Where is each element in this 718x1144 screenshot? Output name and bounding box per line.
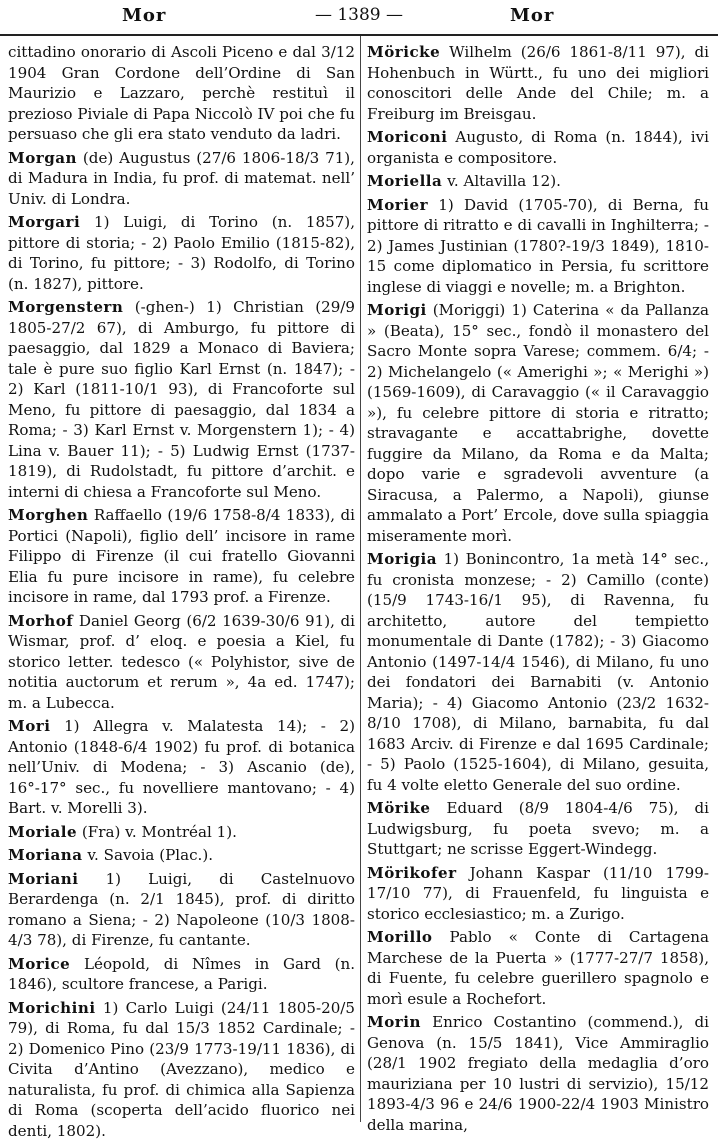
- entry-morice: Morice Léopold, di Nîmes in Gard (n. 1846), scultore francese, a Parigi.: [8, 954, 355, 993]
- entry-headword: Moriale: [8, 822, 78, 841]
- page-header: [0, 0, 718, 36]
- right-column: [367, 42, 709, 1138]
- entry-moriconi: Moriconi Augusto, di Roma (n. 1844), ivi organista e compositore.: [367, 128, 709, 167]
- entry-headword: Morigia: [367, 550, 438, 568]
- entry-moriale: Moriale (Fra) v. Montréal 1).: [8, 822, 237, 841]
- header-right-guideword: Mor: [510, 5, 555, 26]
- entry-headword: Morghen: [8, 506, 89, 524]
- entry-morike: Mörike Eduard (8/9 1804-4/6 75), di Ludwigsburg, fu poeta svevo; m. a Stuttgart; ne scrisse Eggert-Windegg.: [367, 799, 709, 858]
- entry-moriani: Moriani 1) Luigi, di Castelnuovo Berardenga (n. 2/1 1845), prof. di diritto romano a Siena; - 2) Napoleone (10/3 1808-4/3 78), di Firenze, fu cantante.: [8, 869, 355, 949]
- entry-headword: Mori: [8, 717, 51, 735]
- entry-headword: Morgari: [8, 213, 81, 231]
- entry-morgenstern: Morgenstern (-ghen-) 1) Christian (29/9 1805-27/2 67), di Amburgo, fu pittore di paesaggio, dal 1829 a Monaco di Baviera; tale è pure suo figlio Karl Ernst (n. 1847); - 2) Karl (1811-10/1 93), di Francoforte sul Meno, fu pittore di paesaggio, dal 1834 a Roma; - 3) Karl Ernst v. Morgenstern 1); - 4) Lina v. Bauer 11); - 5) Ludwig Ernst (1737-1819), di Rudolstadt, fu pittore d’archit. e interni di chiesa a Francoforte sul Meno.: [8, 298, 355, 501]
- entry-morghen: Morghen Raffaello (19/6 1758-8/4 1833), di Portici (Napoli), figlio dell’ incisore in rame Filippo di Firenze (il cui fratello Giovanni Elia fu pure incisore in rame), fu celebre incisore in rame, dal 1793 prof. a Firenze.: [8, 506, 355, 606]
- entry-morigi: Morigi (Moriggi) 1) Caterina « da Pallanza » (Beata), 15° sec., fondò il monastero del Sacro Monte sopra Varese; commem. 6/4; - 2) Michelangelo (« Amerighi »; « Merighi ») (1569-1609), di Caravaggio (« il Caravaggio »), fu celebre pittore di storia e ritratto; stravagante e accattabrighe, dovette fuggire da Milano, da Roma e da Malta; dopo varie e sgradevoli avventure (a Siracusa, a Palermo, a Napoli), giunse ammalato a Port’ Ercole, dove sulla spiaggia miseramente morì.: [367, 301, 709, 545]
- entry-headword: Mörike: [367, 799, 431, 817]
- entry-headword: Morhof: [8, 611, 74, 630]
- entry-headword: Morgenstern: [8, 298, 124, 316]
- entry-morier: Morier 1) David (1705-70), di Berna, fu pittore di ritratto e di cavalli in Inghilterra; - 2) James Justinian (1780?-19/3 1849), 1810-15 come diplomatico in Persia, fu scrittore inglese di viaggi e novelle; m. a Brighton.: [367, 195, 709, 296]
- entry-headword: Morice: [8, 954, 71, 973]
- entry-headword: Mörikofer: [367, 863, 457, 882]
- entry-headword: Morin: [367, 1013, 421, 1031]
- entry-moriana: Moriana v. Savoia (Plac.).: [8, 846, 214, 864]
- entry-mori: Mori 1) Allegra v. Malatesta 14); - 2) Antonio (1848-6/4 1902) fu prof. di botanica nell’Univ. di Modena; - 3) Ascanio (de), 16°-17° sec., fu novelliere mantovano; - 4) Bart. v. Morelli 3).: [8, 717, 355, 817]
- entry-headword: Morier: [367, 195, 429, 214]
- entry-morgan: Morgan (de) Augustus (27/6 1806-18/3 71), di Madura in India, fu prof. di matemat. nell’ Univ. di Londra.: [8, 148, 355, 208]
- entry-morgari: Morgari 1) Luigi, di Torino (n. 1857), pittore di storia; - 2) Paolo Emilio (1815-82), di Torino, fu pittore; - 3) Rodolfo, di Torino (n. 1827), pittore.: [8, 213, 355, 293]
- entry-headword: Morichini: [8, 998, 96, 1017]
- entry-continuation: cittadino onorario di Ascoli Piceno e dal 3/12 1904 Gran Cordone dell’Ordine di San Maurizio e Lazzaro, perchè restituì il prezioso Piviale di Papa Niccolò IV poi che fu persuaso che gli era stato venduto da ladri.: [8, 43, 355, 143]
- entry-morigia: Morigia 1) Bonincontro, 1a metà 14° sec., fu cronista monzese; - 2) Camillo (conte) (15/9 1743-16/1 95), di Ravenna, fu architetto, autore del tempietto monumentale di Dante (1782); - 3) Giacomo Antonio (1497-14/4 1546), di Milano, fu uno dei fondatori dei Barnabiti (v. Antonio Maria); - 4) Giacomo Antonio (23/2 1632-8/10 1708), di Milano, barnabita, fu dal 1683 Arciv. di Firenze e dal 1695 Cardinale; - 5) Paolo (1525-1604), di Milano, gesuita, fu 4 volte eletto Generale del suo ordine.: [367, 550, 709, 794]
- column-divider: [360, 36, 361, 1122]
- entry-headword: Morigi: [367, 301, 427, 319]
- entry-headword: Moriella: [367, 172, 443, 190]
- entry-headword: Morgan: [8, 148, 78, 167]
- entry-headword: Moriconi: [367, 128, 448, 146]
- entry-headword: Moriani: [8, 869, 79, 888]
- header-left-guideword: Mor: [122, 5, 167, 26]
- entry-moricke: Möricke Wilhelm (26/6 1861-8/11 97), di Hohenbuch in Württ., fu uno dei migliori conoscitori delle Ande del Chile; m. a Freiburg im Breisgau.: [367, 43, 709, 123]
- left-column: [8, 42, 355, 1144]
- header-rule: [0, 34, 718, 36]
- entry-morillo: Morillo Pablo « Conte di Cartagena Marchese de la Puerta » (1777-27/7 1858), di Fuente, fu celebre guerillero spagnolo e morì esule a Rochefort.: [367, 928, 709, 1008]
- entry-morichini: Morichini 1) Carlo Luigi (24/11 1805-20/5 79), di Roma, fu dal 15/3 1852 Cardinale; - 2) Domenico Pino (23/9 1773-19/11 1836), di Civita d’Antino (Avezzano), medico e naturalista, fu prof. di chimica alla Sapienza di Roma (scoperta dell’acido fluorico nei denti, 1802).: [8, 998, 355, 1140]
- entry-morin: Morin Enrico Costantino (commend.), di Genova (n. 15/5 1841), Vice Ammiraglio (28/1 1902 fregiato della medaglia d’oro mauriziana per 10 lustri di servizio), 15/12 1893-4/3 96 e 24/6 1900-22/4 1903 Ministro della marina,: [367, 1013, 709, 1134]
- page-number: — 1389 —: [314, 5, 404, 25]
- entry-moriella: Moriella v. Altavilla 12).: [367, 172, 561, 190]
- entry-headword: Moriana: [8, 846, 83, 864]
- entry-morikofer: Mörikofer Johann Kaspar (11/10 1799-17/10 77), di Frauenfeld, fu linguista e storico ecclesiastico; m. a Zurigo.: [367, 863, 709, 923]
- entry-headword: Möricke: [367, 43, 441, 61]
- entry-morhof: Morhof Daniel Georg (6/2 1639-30/6 91), di Wismar, prof. d’ eloq. e poesia a Kiel, fu storico letter. tedesco (« Polyhistor, sive de notitia auctorum et rerum », 4a ed. 1747); m. a Lubecca.: [8, 611, 355, 712]
- entry-headword: Morillo: [367, 928, 433, 946]
